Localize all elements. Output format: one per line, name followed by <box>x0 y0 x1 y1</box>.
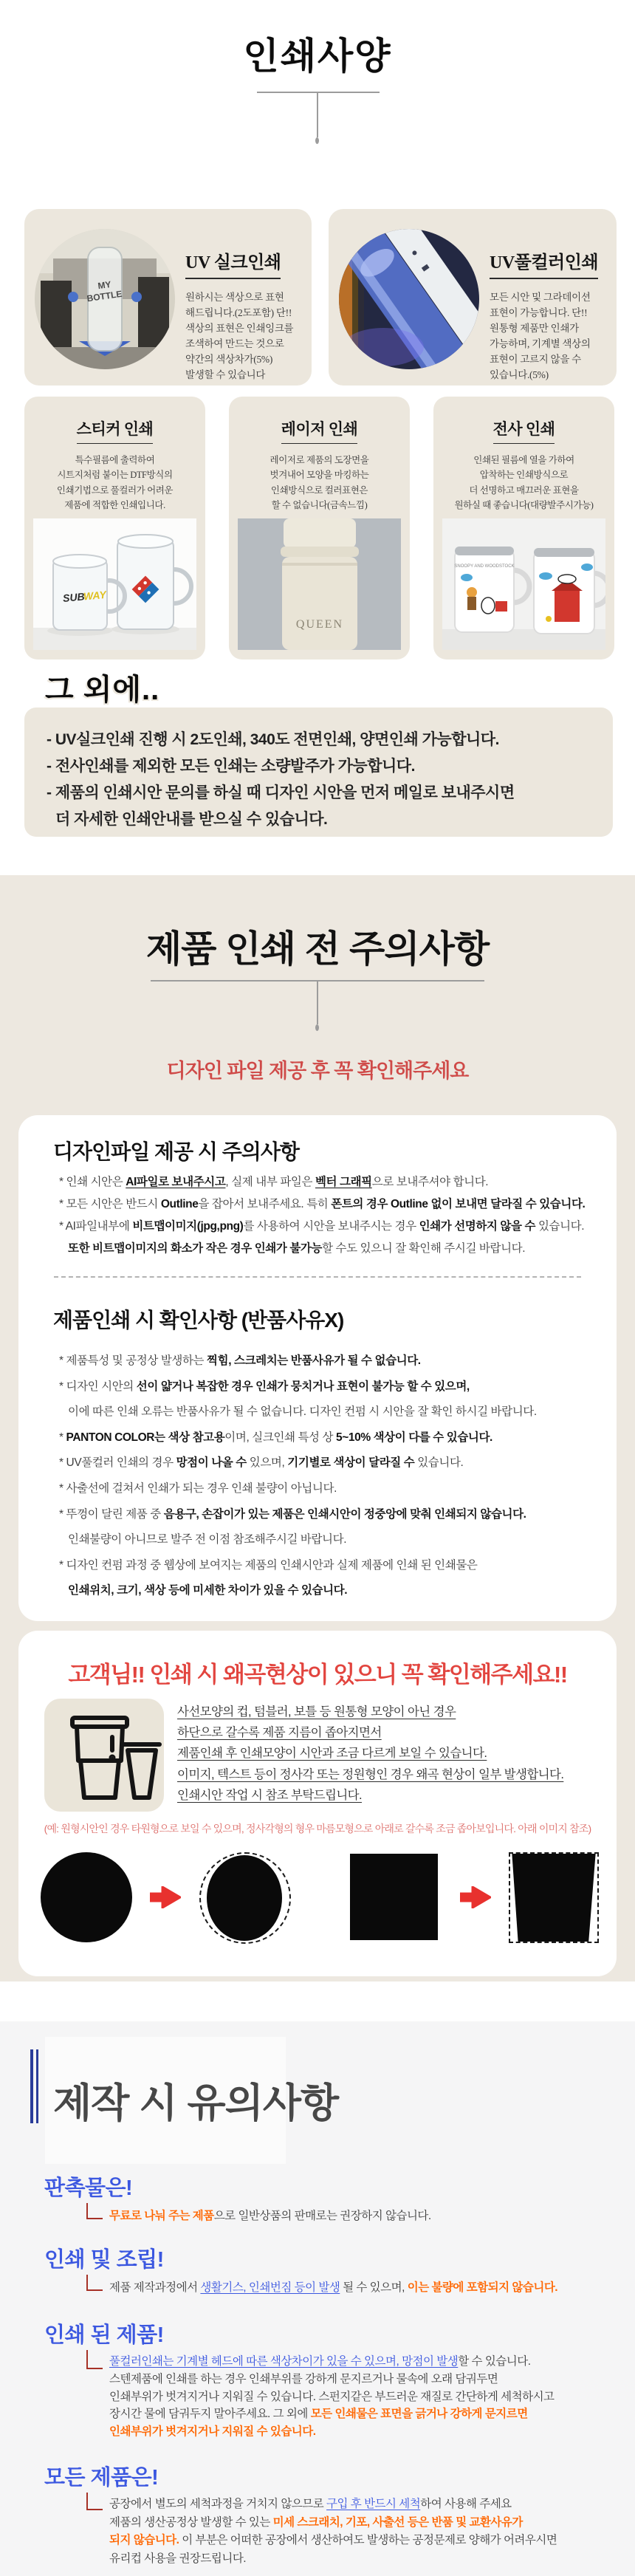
card-laser-print <box>229 397 410 660</box>
section3-title: 제작 시 유의사항 <box>53 2081 339 2125</box>
arrow-right-icon <box>460 1886 491 1908</box>
promo-item-heading: 판촉물은! <box>44 2176 133 2200</box>
distortion-explanation: 사선모양의 컵, 텀블러, 보틀 등 원통형 모양이 아닌 경우 하단으로 갈수록 제품 지름이 좁아지면서 제품인쇄 후 인쇄모양이 시안과 조금 다르게 보일 수 있습니다. 이미지, 텍스트 등이 정사각 또는 정원형인 경우 왜곡 현상이 일부 발생합니다. 인쇄시안 작업 시 참조 부탁드립니다. <box>177 1705 564 1802</box>
queen-label: QUEEN <box>295 618 344 631</box>
section2-divider-dot <box>315 1024 319 1031</box>
uv-fullcolor-machine-illustration <box>339 229 479 369</box>
tumbler-icon-box <box>44 1699 164 1812</box>
etc-title: 그 외에.. <box>45 674 160 706</box>
distorted-oval <box>207 1855 282 1941</box>
transfer-print-title: 전사 인쇄 <box>493 417 555 444</box>
distortion-warning-card <box>18 1631 617 1976</box>
design-file-check-subtitle: 디자인 파일 제공 후 꼭 확인해주세요 <box>166 1060 469 1082</box>
bottle-label-line1: MY <box>97 278 112 292</box>
circle-distorted-shape <box>199 1852 291 1944</box>
print-check-list: * 제품특성 및 공정상 발생하는 찍힘, 스크레치는 반품사유가 될 수 없습니다. * 디자인 시안의 선이 얇거나 복잡한 경우 인쇄가 뭉치거나 표현이 불가능 할 수 있으며, 이에 따른 인쇄 오류는 반품사유가 될 수 없습니다. 디자인 컨펌 시 시안을 잘 확인 하시길 바랍니다. * PANTON COLOR는 색상 참고용이며, 실크인쇄 특성 상 5~10% 색상이 다를 수 있습니다. * UV풀컬러 인쇄의 경우 망점이 나올 수 있으며, 기기별로 색상이 달라질 수 있습니다. * 사출선에 걸쳐서 인쇄가 되는 경우 인쇄 불량이 아닙니다. * 뚜껑이 달린 제품 중 음용구, 손잡이가 있는 제품은 인쇄시안이 정중앙에 맞춰 인쇄되지 않습니다. 인쇄불량이 아니므로 발주 전 이점 참조해주시길 바랍니다. * 디자인 컨펌 과정 중 웹상에 보여지는 제품의 인쇄시안과 실제 제품에 인쇄 된 인쇄물은 인쇄위치, 크기, 색상 등에 미세한 차이가 있을 수 있습니다. <box>59 1354 537 1597</box>
title-accent-bar <box>30 2049 33 2123</box>
uv-silk-title: UV 실크인쇄 <box>185 247 281 279</box>
square-original-shape <box>350 1854 438 1940</box>
uv-fullcolor-text-block <box>490 247 609 383</box>
sticker-mugs-illustration <box>33 518 196 650</box>
snoopy-mugs-illustration <box>442 518 605 650</box>
arrow-right-icon <box>150 1886 181 1908</box>
uv-fullcolor-title: UV풀컬러인쇄 <box>490 247 598 279</box>
production-caution-section <box>0 2021 635 2576</box>
connector-line <box>86 2350 103 2369</box>
design-file-caution-list: * 인쇄 시안은 AI파일로 보내주시고, 실제 내부 파일은 벡터 그래픽으로 보내주셔야 합니다. * 모든 시안은 반드시 Outline을 잡아서 보내주세요. 특히 폰트의 경우 Outline 없이 보내면 달라질 수 있습니다. * AI파일내부에 비트맵이미지(jpg,png)를 사용하여 시안을 보내주시는 경우 인쇄가 선명하지 않을 수 있습니다. 또한 비트맵이미지의 화소가 작은 경우 인쇄가 불가능할 수도 있으니 잘 확인해 주시길 바랍니다. <box>59 1176 586 1255</box>
title-divider-stem <box>317 92 318 137</box>
title-divider-dot <box>315 137 319 144</box>
dashed-divider <box>54 1276 581 1278</box>
card-transfer-print <box>433 397 614 660</box>
laser-print-title: 레이저 인쇄 <box>281 417 358 444</box>
section2-divider-stem <box>317 980 318 1024</box>
assembly-item-text: 제품 제작과정에서 생활기스, 인쇄번짐 등이 발생 될 수 있으며, 이는 불량에 포함되지 않습니다. <box>109 2281 558 2294</box>
svg-text:SUB: SUB <box>62 590 86 604</box>
sticker-print-desc: 특수필름에 출력하여 시트지처럼 붙이는 DTF방식의 인쇄기법으로 풀컬러가 어려운 제품에 적합한 인쇄입니다. <box>56 455 174 510</box>
distorted-trapezoid <box>510 1854 597 1942</box>
card-uv-silk-print <box>24 209 312 386</box>
square-distorted-shape <box>509 1852 599 1943</box>
circle-original-shape <box>41 1852 132 1942</box>
uv-silk-text-block <box>185 247 303 383</box>
uv-silk-desc: 원하시는 색상으로 표현 해드립니다.(2도포함) 단!! 색상의 표현은 인쇄잉크를 조색하여 만드는 것으로 약간의 색상차가(5%) 발생할 수 있습니다 <box>185 292 294 380</box>
snoopy-label: SNOOPY AND WOODSTOCK <box>454 564 515 569</box>
design-file-caution-heading: 디자인파일 제공 시 주의사항 <box>53 1140 299 1163</box>
distortion-warning-heading: 고객님!! 인쇄 시 왜곡현상이 있으니 꼭 확인해주세요!! <box>68 1662 567 1688</box>
uv-fullcolor-machine-photo <box>339 229 479 369</box>
assembly-item-heading: 인쇄 및 조립! <box>44 2248 164 2272</box>
laser-print-desc: 레이저로 제품의 도장면을 벗겨내어 모양을 마킹하는 인쇄방식으로 컬러표현은 할 수 없습니다(금속느낌) <box>270 455 369 510</box>
printed-item-text: 풀컬러인쇄는 기계별 헤드에 따른 색상차이가 있을 수 있으며, 망점이 발생할 수 있습니다. 스텐제품에 인쇄를 하는 경우 인쇄부위를 강하게 문지르거나 물속에 오래 담궈두면 인쇄부위가 벗겨지거나 지워질 수 있습니다. 스펀지같은 부드러운 재질로 간단하게 세척하시고 장시간 물에 담궈두지 말아주세요. 그 외에 모든 인쇄물은 표면을 긁거나 강하게 문지르면 인쇄부위가 벗겨지거나 지워질 수 있습니다. <box>109 2355 555 2439</box>
print-check-heading: 제품인쇄 시 확인사항 (반품사유X) <box>53 1309 344 1332</box>
laser-print-photo <box>238 518 401 650</box>
svg-text:WAY: WAY <box>83 588 107 603</box>
design-file-caution-card <box>18 1115 617 1621</box>
pre-print-caution-section <box>0 875 635 1981</box>
title-divider-line <box>257 92 380 93</box>
distortion-example-note: (예: 원형시안인 경우 타원형으로 보일 수 있으며, 정사각형의 형우 마름모형으로 아래로 갈수록 조금 좁아보입니다. 아래 이미지 참조) <box>44 1823 591 1835</box>
sticker-print-title: 스티커 인쇄 <box>77 417 154 444</box>
promo-item-text: 무료로 나눠 주는 제품으로 일반상품의 판매로는 권장하지 않습니다. <box>109 2210 431 2222</box>
bottle-label-line2: BOTTLE <box>86 288 123 304</box>
title-accent-bar <box>36 2049 39 2123</box>
tumbler-cup-icon <box>44 1699 164 1812</box>
sticker-print-photo <box>33 518 196 650</box>
etc-notes-box <box>24 708 613 837</box>
connector-line <box>86 2275 103 2291</box>
connector-line <box>86 2493 103 2510</box>
uv-fullcolor-desc: 모든 시안 및 그라데이션 표현이 가능합니다. 단!! 원통형 제품만 인쇄가 가능하며, 기계별 색상의 표현이 고르지 않을 수 있습니다.(5%) <box>490 292 591 380</box>
connector-line <box>86 2203 103 2219</box>
transfer-print-photo <box>442 518 605 650</box>
card-uv-fullcolor-print <box>329 209 617 386</box>
all-products-text: 공장에서 별도의 세척과정을 거치지 않으므로 구입 후 반드시 세척하여 사용해 주세요 제품의 생산공정상 발생할 수 있는 미세 스크래치, 기포, 사출선 등은 반품 및 교환사유가 되지 않습니다. 이 부분은 어떠한 공장에서 생산하여도 발생하는 공정문제로 양해가 어려우시면 유리컵 사용을 권장드립니다. <box>109 2498 557 2565</box>
etc-notes: - UV실크인쇄 진행 시 2도인쇄, 340도 전면인쇄, 양면인쇄 가능합니다. - 전사인쇄를 제외한 모든 인쇄는 소량발주가 가능합니다. - 제품의 인쇄시안 문의를 하실 때 디자인 시안을 먼저 메일로 보내주시면 더 자세한 인쇄안내를 받으실 수 있습니다. <box>47 731 515 828</box>
page-title: 인쇄사양 <box>243 35 392 77</box>
transfer-print-desc: 인쇄된 필름에 열을 가하여 압착하는 인쇄방식으로 더 선명하고 매끄러운 표현을 원하실 때 좋습니다(대량발주시가능) <box>454 455 594 510</box>
printed-item-heading: 인쇄 된 제품! <box>44 2323 164 2347</box>
queen-tumbler-illustration <box>238 518 401 650</box>
section2-title: 제품 인쇄 전 주의사항 <box>145 928 490 970</box>
all-products-heading: 모든 제품은! <box>44 2466 159 2490</box>
uv-silk-machine-photo <box>35 229 175 369</box>
card-sticker-print <box>24 397 205 660</box>
uv-silk-machine-illustration <box>35 229 175 369</box>
